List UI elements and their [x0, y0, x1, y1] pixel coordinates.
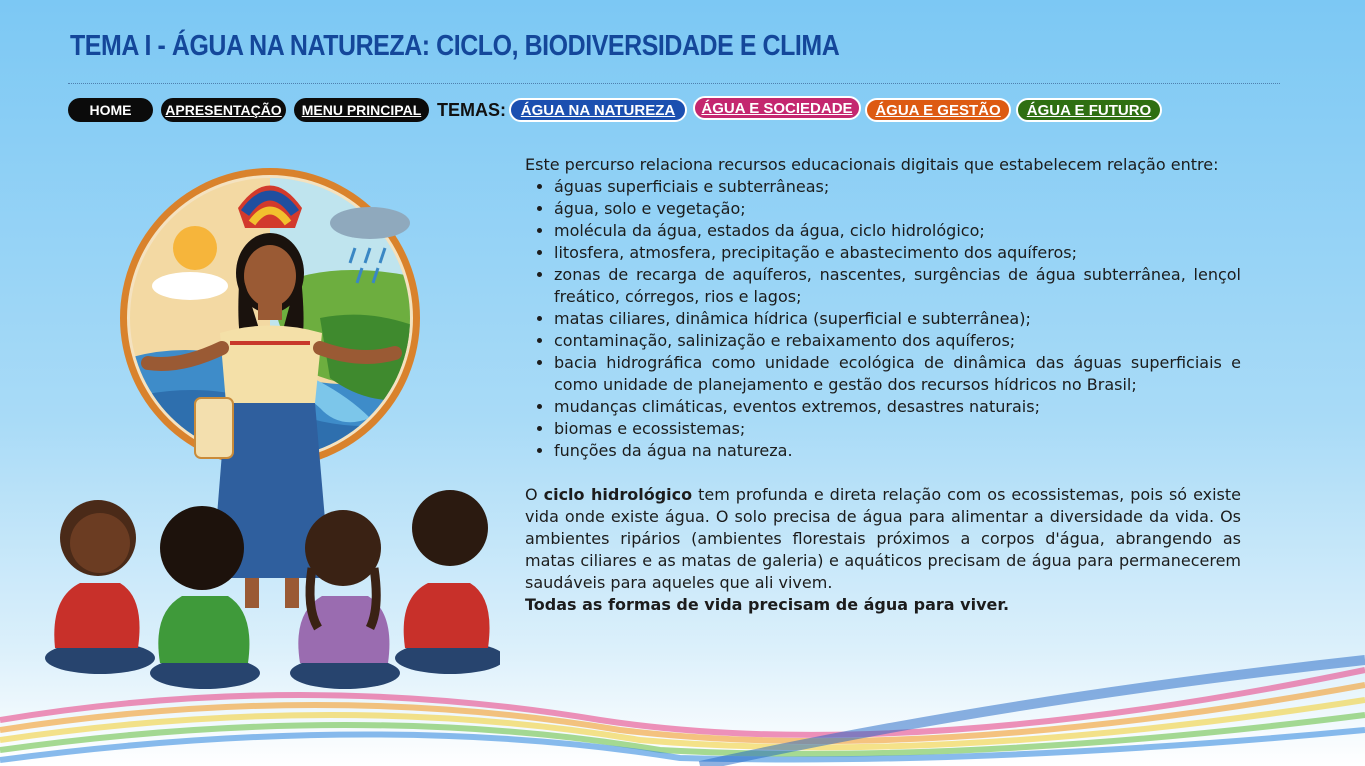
menu-principal-button-label: MENU PRINCIPAL — [301, 102, 422, 118]
theme-agua-e-sociedade[interactable] — [693, 96, 861, 120]
child-4 — [395, 490, 500, 674]
apresentacao-button-label: APRESENTAÇÃO — [165, 102, 282, 118]
topics-list — [554, 176, 1241, 462]
list-item: • molécula da água, estados da água, ciclo hidrológico; — [554, 220, 1241, 242]
theme-label: ÁGUA E FUTURO — [1026, 101, 1152, 119]
list-item: • biomas e ecossistemas; — [554, 418, 1241, 440]
theme-label: ÁGUA NA NATUREZA — [520, 101, 676, 119]
menu-principal-button[interactable] — [294, 98, 429, 122]
content-text — [525, 154, 1241, 616]
list-item: • contaminação, salinização e rebaixamento dos aquíferos; — [554, 330, 1241, 352]
teacher-and-children-illustration — [40, 168, 500, 698]
page-title: TEMA I - ÁGUA NA NATUREZA: CICLO, BIODIVERSIDADE E CLIMA — [70, 30, 840, 62]
home-button-label: HOME — [89, 102, 132, 118]
apresentacao-button[interactable] — [161, 98, 286, 122]
paragraph-bold-term: ciclo hidrológico — [543, 485, 693, 504]
list-item: • bacia hidrográfica como unidade ecológica de dinâmica das águas superficiais e como unidade de planejamento e gestão dos recursos hídricos no Brasil; — [554, 352, 1241, 396]
theme-agua-e-futuro[interactable] — [1016, 98, 1162, 122]
theme-agua-na-natureza[interactable] — [509, 98, 687, 122]
sun-icon — [173, 226, 217, 270]
list-item: • litosfera, atmosfera, precipitação e abastecimento dos aquíferos; — [554, 242, 1241, 264]
theme-label: ÁGUA E GESTÃO — [875, 101, 1001, 119]
home-button[interactable] — [68, 98, 153, 122]
closing-statement: Todas as formas de vida precisam de água para viver. — [525, 595, 1010, 614]
hydrologic-cycle-paragraph — [525, 484, 1241, 594]
paragraph-start: O — [525, 485, 544, 504]
child-1 — [45, 500, 155, 674]
title-divider — [68, 83, 1280, 84]
list-item: • águas superficiais e subterrâneas; — [554, 176, 1241, 198]
paragraph-rest: tem profunda e direta relação com os ecossistemas, pois só existe vida onde existe água. O solo precisa de água para alimentar a diversidade da vida. Os ambientes ripários (ambientes florestais próximos a corpos d'água, abrangendo as matas ciliares e as matas de galeria) e aquáticos precisam de água para permanecerem saudáveis para aqueles que ali vivem. — [525, 485, 1241, 592]
list-item: • funções da água na natureza. — [554, 440, 1241, 462]
list-item: • matas ciliares, dinâmica hídrica (superficial e subterrânea); — [554, 308, 1241, 330]
temas-label: TEMAS: — [437, 100, 506, 120]
list-item: • zonas de recarga de aquíferos, nascentes, surgências de água subterrânea, lençol freático, córregos, rios e lagos; — [554, 264, 1241, 308]
theme-label: ÁGUA E SOCIEDADE — [701, 99, 853, 117]
intro-paragraph: Este percurso relaciona recursos educacionais digitais que estabelecem relação entre: — [525, 155, 1219, 174]
list-item: • mudanças climáticas, eventos extremos, desastres naturais; — [554, 396, 1241, 418]
theme-agua-e-gestao[interactable] — [865, 98, 1011, 122]
list-item: • água, solo e vegetação; — [554, 198, 1241, 220]
